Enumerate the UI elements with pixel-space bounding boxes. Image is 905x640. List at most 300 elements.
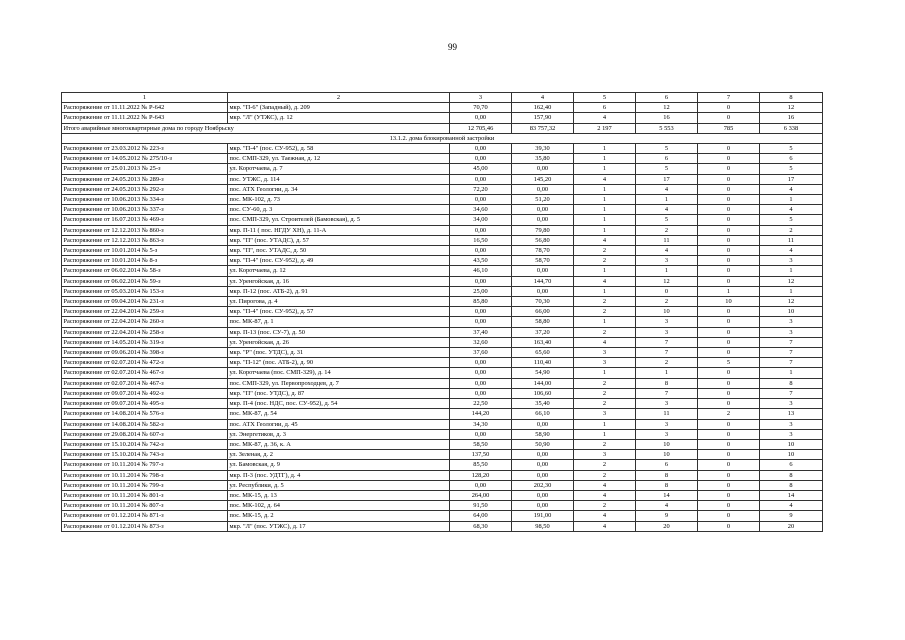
column-number-cell: 7 xyxy=(698,93,760,103)
count-people-1-cell: 4 xyxy=(636,184,698,194)
column-number-cell: 8 xyxy=(760,93,823,103)
area-1-cell: 0,00 xyxy=(450,113,512,123)
table-row xyxy=(62,470,823,480)
count-total-cell: 10 xyxy=(760,439,823,449)
address-cell: мкр. "Л" (УТЖС), д. 12 xyxy=(228,113,450,123)
count-total-cell: 14 xyxy=(760,490,823,500)
count-houses-cell: 2 xyxy=(574,399,636,409)
count-houses-cell: 1 xyxy=(574,164,636,174)
area-1-cell: 0,00 xyxy=(450,154,512,164)
count-people-1-cell: 7 xyxy=(636,337,698,347)
area-1-cell: 0,00 xyxy=(450,195,512,205)
section-title-cell: 13.1.2. дома блокированной застройки xyxy=(62,133,823,143)
table-row xyxy=(62,286,823,296)
document-cell: Распоряжение от 22.04.2014 № 258-з xyxy=(62,327,228,337)
area-1-cell: 32,60 xyxy=(450,337,512,347)
count-houses-cell: 4 xyxy=(574,511,636,521)
address-cell: пос. АТХ Геологии, д. 34 xyxy=(228,184,450,194)
count-people-2-cell: 0 xyxy=(698,195,760,205)
count-houses-cell: 2 xyxy=(574,246,636,256)
count-total-cell: 3 xyxy=(760,256,823,266)
document-cell: Распоряжение от 22.04.2014 № 259-з xyxy=(62,307,228,317)
address-cell: мкр. "Л" (пос. УТЖС), д. 17 xyxy=(228,521,450,531)
count-people-1-cell: 10 xyxy=(636,307,698,317)
count-houses-cell: 4 xyxy=(574,490,636,500)
area-2-cell: 144,70 xyxy=(512,276,574,286)
count-total-cell: 8 xyxy=(760,480,823,490)
area-1-cell: 37,60 xyxy=(450,348,512,358)
area-1-cell: 0,00 xyxy=(450,378,512,388)
count-total-cell: 8 xyxy=(760,378,823,388)
document-cell: Распоряжение от 22.04.2014 № 260-з xyxy=(62,317,228,327)
table-row xyxy=(62,480,823,490)
count-total-cell: 3 xyxy=(760,429,823,439)
count-people-1-cell: 3 xyxy=(636,317,698,327)
count-people-1-cell: 0 xyxy=(636,286,698,296)
area-2-cell: 78,70 xyxy=(512,246,574,256)
area-2-cell: 58,70 xyxy=(512,256,574,266)
address-cell: мкр. "П-12" (пос. АТБ-2), д. 90 xyxy=(228,358,450,368)
count-people-2-cell: 0 xyxy=(698,256,760,266)
count-houses-cell: 4 xyxy=(574,337,636,347)
area-1-cell: 0,00 xyxy=(450,225,512,235)
table-row xyxy=(62,103,823,113)
count-houses-cell: 3 xyxy=(574,409,636,419)
count-people-2-cell: 0 xyxy=(698,235,760,245)
total-value-cell: 2 197 xyxy=(574,123,636,133)
document-cell: Распоряжение от 01.12.2014 № 873-з xyxy=(62,521,228,531)
table-row xyxy=(62,174,823,184)
count-people-2-cell: 0 xyxy=(698,327,760,337)
table-row xyxy=(62,460,823,470)
count-total-cell: 7 xyxy=(760,348,823,358)
area-1-cell: 0,00 xyxy=(450,429,512,439)
area-1-cell: 16,50 xyxy=(450,235,512,245)
address-cell: ул. Зеленая, д. 2 xyxy=(228,450,450,460)
count-houses-cell: 3 xyxy=(574,450,636,460)
document-cell: Распоряжение от 09.07.2014 № 492-з xyxy=(62,388,228,398)
count-people-1-cell: 3 xyxy=(636,419,698,429)
address-cell: мкр. "П-6" (Западный), д. 209 xyxy=(228,103,450,113)
count-people-1-cell: 5 xyxy=(636,144,698,154)
count-people-2-cell: 0 xyxy=(698,399,760,409)
count-people-2-cell: 0 xyxy=(698,266,760,276)
count-people-2-cell: 0 xyxy=(698,205,760,215)
area-2-cell: 162,40 xyxy=(512,103,574,113)
count-people-2-cell: 0 xyxy=(698,113,760,123)
count-people-1-cell: 12 xyxy=(636,276,698,286)
count-people-2-cell: 0 xyxy=(698,429,760,439)
area-1-cell: 34,00 xyxy=(450,215,512,225)
count-people-1-cell: 7 xyxy=(636,348,698,358)
count-people-1-cell: 3 xyxy=(636,327,698,337)
column-number-cell: 4 xyxy=(512,93,574,103)
area-2-cell: 0,00 xyxy=(512,490,574,500)
count-total-cell: 3 xyxy=(760,399,823,409)
area-2-cell: 191,00 xyxy=(512,511,574,521)
count-total-cell: 12 xyxy=(760,276,823,286)
area-2-cell: 110,40 xyxy=(512,358,574,368)
column-number-cell: 2 xyxy=(228,93,450,103)
count-people-1-cell: 12 xyxy=(636,103,698,113)
area-1-cell: 43,50 xyxy=(450,256,512,266)
area-2-cell: 0,00 xyxy=(512,184,574,194)
document-cell: Распоряжение от 10.01.2014 № 8-з xyxy=(62,256,228,266)
table-row xyxy=(62,429,823,439)
document-cell: Распоряжение от 14.08.2014 № 576-з xyxy=(62,409,228,419)
address-cell: мкр. П-4 (пос. НДС, пос. СУ-952), д. 54 xyxy=(228,399,450,409)
address-cell: пос. МК-87, д. 36, к. А xyxy=(228,439,450,449)
table-row xyxy=(62,501,823,511)
count-people-2-cell: 0 xyxy=(698,480,760,490)
count-houses-cell: 1 xyxy=(574,286,636,296)
address-cell: мкр. "Р" (пос. УТДС), д. 31 xyxy=(228,348,450,358)
address-cell: пос. МК-102, д. 73 xyxy=(228,195,450,205)
count-houses-cell: 3 xyxy=(574,348,636,358)
document-cell: Распоряжение от 12.12.2013 № 863-з xyxy=(62,235,228,245)
table-row xyxy=(62,164,823,174)
area-1-cell: 85,50 xyxy=(450,460,512,470)
document-cell: Распоряжение от 06.02.2014 № 59-з xyxy=(62,276,228,286)
count-total-cell: 3 xyxy=(760,317,823,327)
area-1-cell: 22,50 xyxy=(450,399,512,409)
table-row xyxy=(62,246,823,256)
count-people-1-cell: 6 xyxy=(636,460,698,470)
area-2-cell: 0,00 xyxy=(512,460,574,470)
page-number: 99 xyxy=(448,42,457,52)
count-people-2-cell: 0 xyxy=(698,103,760,113)
count-total-cell: 5 xyxy=(760,144,823,154)
count-people-1-cell: 10 xyxy=(636,439,698,449)
table-row xyxy=(62,184,823,194)
area-1-cell: 0,00 xyxy=(450,307,512,317)
area-1-cell: 85,80 xyxy=(450,297,512,307)
document-cell: Распоряжение от 10.11.2014 № 798-з xyxy=(62,470,228,480)
table-row xyxy=(62,327,823,337)
document-cell: Распоряжение от 12.12.2013 № 860-з xyxy=(62,225,228,235)
area-1-cell: 137,50 xyxy=(450,450,512,460)
count-total-cell: 13 xyxy=(760,409,823,419)
area-1-cell: 58,50 xyxy=(450,439,512,449)
count-houses-cell: 3 xyxy=(574,358,636,368)
count-people-2-cell: 0 xyxy=(698,184,760,194)
count-total-cell: 3 xyxy=(760,419,823,429)
area-1-cell: 91,50 xyxy=(450,501,512,511)
count-people-1-cell: 2 xyxy=(636,358,698,368)
area-2-cell: 37,20 xyxy=(512,327,574,337)
area-2-cell: 0,00 xyxy=(512,419,574,429)
address-cell: ул. Уренгойская, д. 16 xyxy=(228,276,450,286)
area-2-cell: 35,40 xyxy=(512,399,574,409)
document-cell: Распоряжение от 10.11.2014 № 799-з xyxy=(62,480,228,490)
count-houses-cell: 4 xyxy=(574,174,636,184)
count-houses-cell: 2 xyxy=(574,439,636,449)
count-people-2-cell: 0 xyxy=(698,368,760,378)
address-cell: мкр. П-12 (пос. АТБ-2), д. 91 xyxy=(228,286,450,296)
total-value-cell: 785 xyxy=(698,123,760,133)
count-people-1-cell: 8 xyxy=(636,470,698,480)
table-row xyxy=(62,399,823,409)
area-1-cell: 70,70 xyxy=(450,103,512,113)
count-people-2-cell: 1 xyxy=(698,286,760,296)
count-people-1-cell: 16 xyxy=(636,113,698,123)
count-people-2-cell: 0 xyxy=(698,419,760,429)
count-total-cell: 4 xyxy=(760,184,823,194)
count-houses-cell: 2 xyxy=(574,307,636,317)
table-row xyxy=(62,409,823,419)
column-number-cell: 1 xyxy=(62,93,228,103)
area-1-cell: 68,30 xyxy=(450,521,512,531)
total-value-cell: 12 705,46 xyxy=(450,123,512,133)
housing-register-table xyxy=(61,92,823,532)
area-2-cell: 79,80 xyxy=(512,225,574,235)
table-row xyxy=(62,266,823,276)
area-2-cell: 51,20 xyxy=(512,195,574,205)
area-2-cell: 144,00 xyxy=(512,378,574,388)
count-total-cell: 7 xyxy=(760,337,823,347)
count-people-2-cell: 0 xyxy=(698,490,760,500)
address-cell: мкр. "П-4" (пос. СУ-952), д. 49 xyxy=(228,256,450,266)
address-cell: ул. Уренгойская, д. 26 xyxy=(228,337,450,347)
count-total-cell: 6 xyxy=(760,154,823,164)
count-people-2-cell: 0 xyxy=(698,154,760,164)
document-cell: Распоряжение от 10.06.2013 № 334-з xyxy=(62,195,228,205)
count-houses-cell: 4 xyxy=(574,521,636,531)
count-houses-cell: 1 xyxy=(574,266,636,276)
area-2-cell: 50,90 xyxy=(512,439,574,449)
document-cell: Распоряжение от 02.07.2014 № 467-з xyxy=(62,378,228,388)
count-people-2-cell: 0 xyxy=(698,439,760,449)
count-houses-cell: 1 xyxy=(574,429,636,439)
document-cell: Распоряжение от 09.04.2014 № 231-з xyxy=(62,297,228,307)
address-cell: пос. УТЖС, д. 114 xyxy=(228,174,450,184)
area-2-cell: 58,80 xyxy=(512,317,574,327)
count-houses-cell: 1 xyxy=(574,205,636,215)
count-people-1-cell: 2 xyxy=(636,297,698,307)
document-cell: Распоряжение от 11.11.2022 № Р-642 xyxy=(62,103,228,113)
table-row xyxy=(62,450,823,460)
table-row xyxy=(62,317,823,327)
count-people-2-cell: 0 xyxy=(698,276,760,286)
area-2-cell: 65,60 xyxy=(512,348,574,358)
total-label-cell: Итого аварийные многоквартирные дома по городу Ноябрьску xyxy=(62,123,450,133)
count-people-1-cell: 1 xyxy=(636,195,698,205)
address-cell: мкр. П-11 ( пос. НГДУ ХН), д. 11-А xyxy=(228,225,450,235)
area-1-cell: 72,20 xyxy=(450,184,512,194)
count-people-1-cell: 9 xyxy=(636,511,698,521)
column-number-row xyxy=(62,93,823,103)
document-cell: Распоряжение от 09.07.2014 № 495-з xyxy=(62,399,228,409)
count-people-2-cell: 0 xyxy=(698,225,760,235)
area-2-cell: 66,10 xyxy=(512,409,574,419)
count-people-1-cell: 3 xyxy=(636,399,698,409)
count-people-1-cell: 2 xyxy=(636,225,698,235)
area-1-cell: 45,00 xyxy=(450,164,512,174)
count-houses-cell: 1 xyxy=(574,154,636,164)
document-cell: Распоряжение от 24.05.2013 № 292-з xyxy=(62,184,228,194)
table-row xyxy=(62,256,823,266)
count-people-1-cell: 11 xyxy=(636,409,698,419)
area-1-cell: 0,00 xyxy=(450,144,512,154)
area-2-cell: 163,40 xyxy=(512,337,574,347)
table-row xyxy=(62,348,823,358)
count-houses-cell: 4 xyxy=(574,113,636,123)
address-cell: ул. Пирогова, д. 4 xyxy=(228,297,450,307)
count-houses-cell: 1 xyxy=(574,368,636,378)
document-cell: Распоряжение от 14.05.2014 № 319-з xyxy=(62,337,228,347)
count-houses-cell: 2 xyxy=(574,327,636,337)
count-total-cell: 16 xyxy=(760,113,823,123)
count-people-2-cell: 0 xyxy=(698,348,760,358)
area-2-cell: 0,00 xyxy=(512,501,574,511)
area-1-cell: 0,00 xyxy=(450,174,512,184)
area-2-cell: 35,80 xyxy=(512,154,574,164)
area-2-cell: 0,00 xyxy=(512,215,574,225)
count-people-1-cell: 10 xyxy=(636,450,698,460)
document-cell: Распоряжение от 14.05.2012 № 275/10-з xyxy=(62,154,228,164)
area-2-cell: 157,90 xyxy=(512,113,574,123)
document-cell: Распоряжение от 24.05.2013 № 289-з xyxy=(62,174,228,184)
document-cell: Распоряжение от 16.07.2013 № 469-з xyxy=(62,215,228,225)
count-total-cell: 1 xyxy=(760,195,823,205)
count-houses-cell: 2 xyxy=(574,501,636,511)
count-houses-cell: 2 xyxy=(574,470,636,480)
count-total-cell: 12 xyxy=(760,297,823,307)
area-2-cell: 98,50 xyxy=(512,521,574,531)
count-houses-cell: 1 xyxy=(574,184,636,194)
table-row xyxy=(62,113,823,123)
table-row xyxy=(62,358,823,368)
count-total-cell: 12 xyxy=(760,103,823,113)
count-total-cell: 11 xyxy=(760,235,823,245)
count-houses-cell: 4 xyxy=(574,480,636,490)
count-houses-cell: 6 xyxy=(574,103,636,113)
count-people-1-cell: 1 xyxy=(636,266,698,276)
column-number-cell: 6 xyxy=(636,93,698,103)
count-total-cell: 20 xyxy=(760,521,823,531)
table-row xyxy=(62,337,823,347)
count-total-cell: 4 xyxy=(760,501,823,511)
count-people-1-cell: 5 xyxy=(636,215,698,225)
count-total-cell: 1 xyxy=(760,266,823,276)
area-1-cell: 264,00 xyxy=(450,490,512,500)
count-total-cell: 8 xyxy=(760,470,823,480)
address-cell: пос. АТХ Геологии, д. 45 xyxy=(228,419,450,429)
address-cell: ул. Коротчаева (пос. СМП-329), д. 14 xyxy=(228,368,450,378)
column-number-cell: 5 xyxy=(574,93,636,103)
count-people-2-cell: 0 xyxy=(698,317,760,327)
area-1-cell: 0,00 xyxy=(450,368,512,378)
area-2-cell: 0,00 xyxy=(512,205,574,215)
document-cell: Распоряжение от 06.02.2014 № 58-з xyxy=(62,266,228,276)
count-total-cell: 6 xyxy=(760,460,823,470)
document-cell: Распоряжение от 14.08.2014 № 582-з xyxy=(62,419,228,429)
count-houses-cell: 1 xyxy=(574,225,636,235)
count-houses-cell: 1 xyxy=(574,144,636,154)
table-row xyxy=(62,490,823,500)
column-number-cell: 3 xyxy=(450,93,512,103)
table-row xyxy=(62,511,823,521)
table-row xyxy=(62,307,823,317)
address-cell: ул. Бамовская, д. 9 xyxy=(228,460,450,470)
area-1-cell: 37,40 xyxy=(450,327,512,337)
table-row xyxy=(62,144,823,154)
count-houses-cell: 2 xyxy=(574,388,636,398)
total-value-cell: 6 338 xyxy=(760,123,823,133)
document-cell: Распоряжение от 10.11.2014 № 801-з xyxy=(62,490,228,500)
area-2-cell: 145,20 xyxy=(512,174,574,184)
area-2-cell: 0,00 xyxy=(512,470,574,480)
count-total-cell: 4 xyxy=(760,205,823,215)
address-cell: мкр. П-3 (пос. УДТГ), д. 4 xyxy=(228,470,450,480)
address-cell: мкр. "П-4" (пос. СУ-952), д. 57 xyxy=(228,307,450,317)
area-1-cell: 0,00 xyxy=(450,480,512,490)
document-cell: Распоряжение от 10.01.2014 № 5-з xyxy=(62,246,228,256)
count-people-1-cell: 5 xyxy=(636,164,698,174)
table-row xyxy=(62,368,823,378)
address-cell: мкр. "П" (пос. УТАДС), д. 57 xyxy=(228,235,450,245)
count-people-2-cell: 0 xyxy=(698,450,760,460)
count-houses-cell: 2 xyxy=(574,378,636,388)
total-value-cell: 83 757,32 xyxy=(512,123,574,133)
count-people-2-cell: 0 xyxy=(698,164,760,174)
count-total-cell: 17 xyxy=(760,174,823,184)
area-2-cell: 66,00 xyxy=(512,307,574,317)
count-houses-cell: 2 xyxy=(574,297,636,307)
table-row xyxy=(62,378,823,388)
document-cell: Распоряжение от 05.03.2014 № 153-з xyxy=(62,286,228,296)
table-row xyxy=(62,205,823,215)
document-cell: Распоряжение от 09.06.2014 № 398-з xyxy=(62,348,228,358)
area-1-cell: 0,00 xyxy=(450,358,512,368)
count-houses-cell: 2 xyxy=(574,460,636,470)
section-row xyxy=(62,133,823,143)
count-people-2-cell: 0 xyxy=(698,215,760,225)
document-cell: Распоряжение от 25.01.2013 № 25-з xyxy=(62,164,228,174)
table-row xyxy=(62,215,823,225)
area-1-cell: 25,00 xyxy=(450,286,512,296)
count-people-1-cell: 4 xyxy=(636,205,698,215)
area-2-cell: 0,00 xyxy=(512,266,574,276)
area-1-cell: 144,20 xyxy=(450,409,512,419)
count-houses-cell: 1 xyxy=(574,215,636,225)
count-houses-cell: 4 xyxy=(574,235,636,245)
document-cell: Распоряжение от 29.08.2014 № 607-з xyxy=(62,429,228,439)
table-row xyxy=(62,521,823,531)
address-cell: ул. Коротчаева, д. 12 xyxy=(228,266,450,276)
count-total-cell: 7 xyxy=(760,358,823,368)
area-2-cell: 106,60 xyxy=(512,388,574,398)
count-people-1-cell: 17 xyxy=(636,174,698,184)
count-people-2-cell: 0 xyxy=(698,307,760,317)
document-cell: Распоряжение от 15.10.2014 № 743-з xyxy=(62,450,228,460)
address-cell: пос. МК-15, д. 13 xyxy=(228,490,450,500)
table-row xyxy=(62,154,823,164)
count-total-cell: 7 xyxy=(760,388,823,398)
count-total-cell: 1 xyxy=(760,368,823,378)
document-cell: Распоряжение от 01.12.2014 № 871-з xyxy=(62,511,228,521)
count-total-cell: 4 xyxy=(760,246,823,256)
area-2-cell: 0,00 xyxy=(512,286,574,296)
count-people-2-cell: 0 xyxy=(698,174,760,184)
count-houses-cell: 4 xyxy=(574,276,636,286)
count-people-2-cell: 2 xyxy=(698,409,760,419)
area-2-cell: 0,00 xyxy=(512,164,574,174)
table-row xyxy=(62,388,823,398)
count-people-1-cell: 3 xyxy=(636,429,698,439)
count-total-cell: 2 xyxy=(760,225,823,235)
count-people-2-cell: 0 xyxy=(698,337,760,347)
